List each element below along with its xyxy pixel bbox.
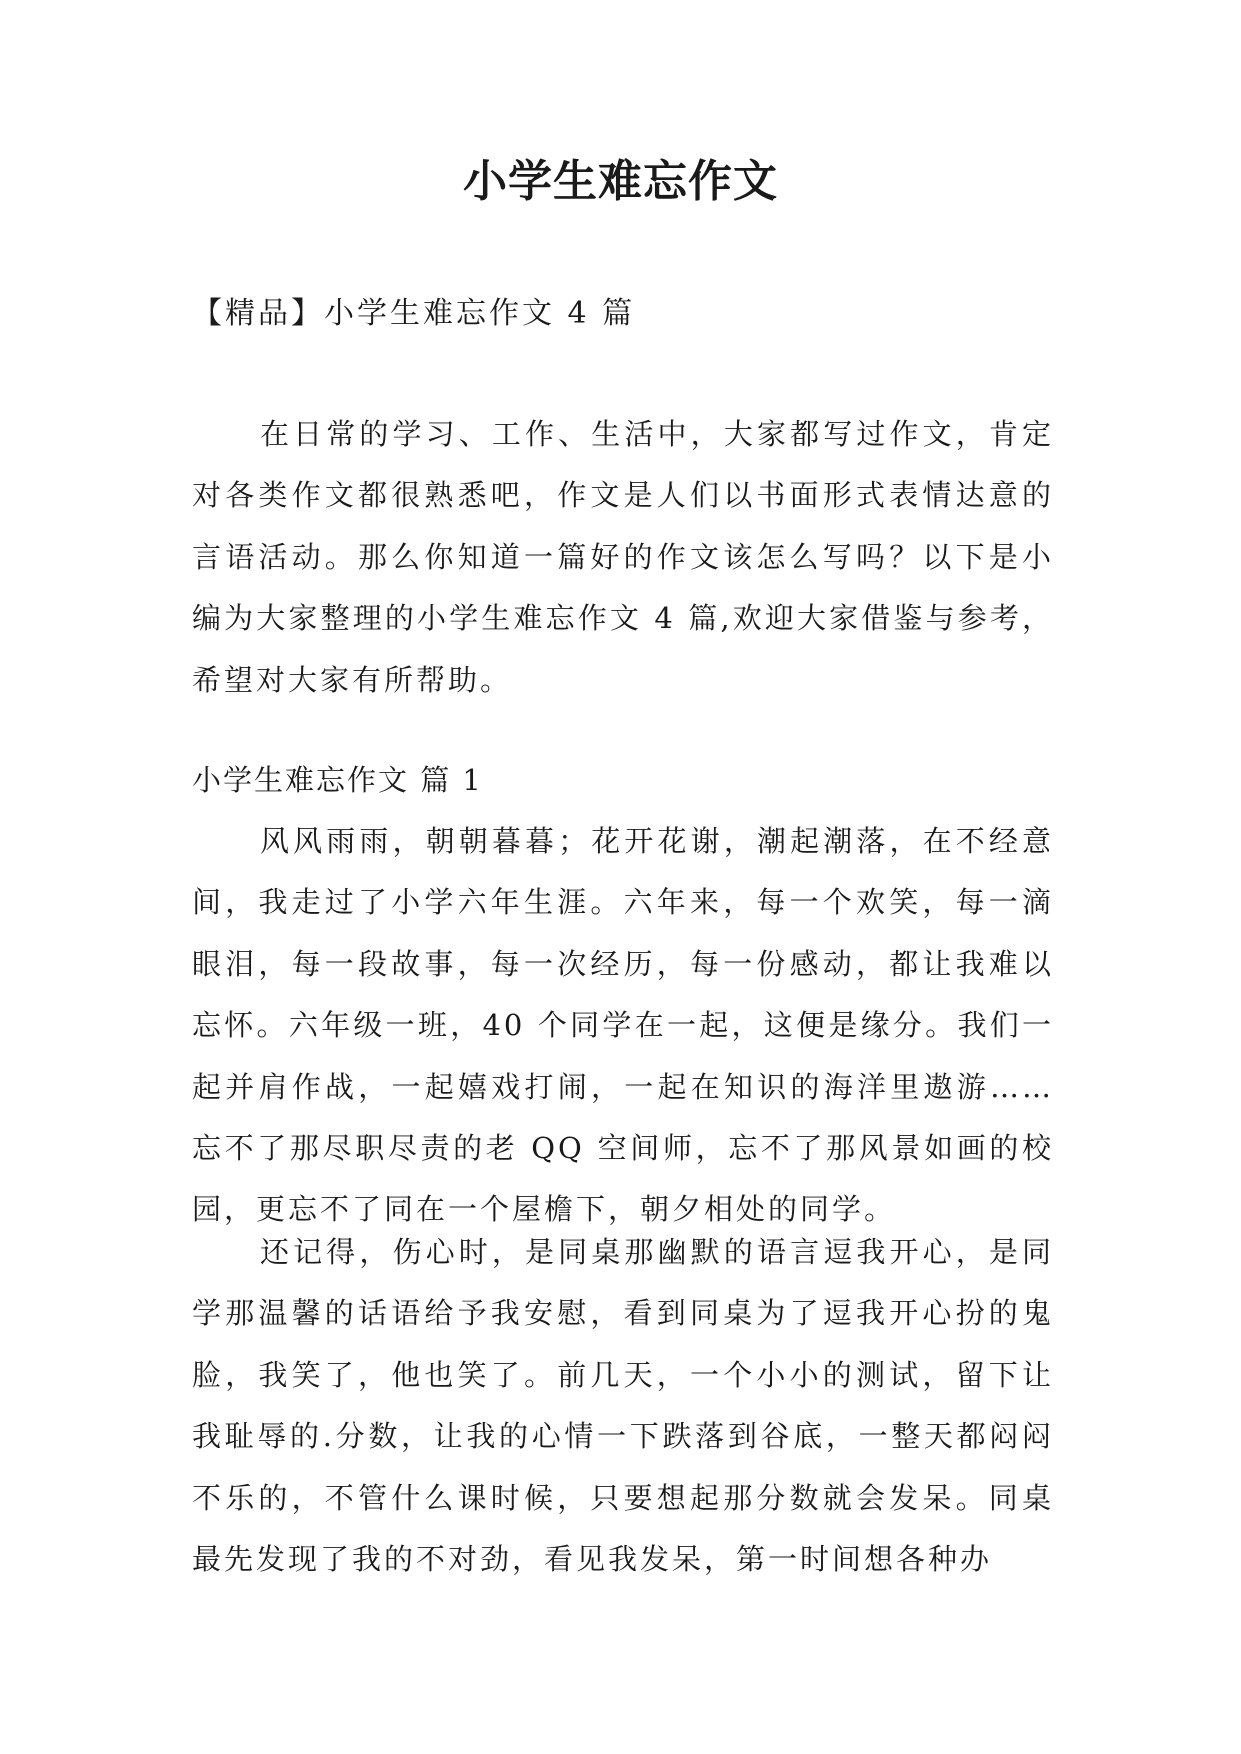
section-heading: 小学生难忘作文 篇 1 <box>192 763 483 797</box>
body-paragraph: 风风雨雨，朝朝暮暮；花开花谢，潮起潮落，在不经意间，我走过了小学六年生涯。六年来，每一个欢笑，每一滴眼泪，每一段故事，每一次经历，每一份感动，都让我难以忘怀。六年级一班，40 个同学在一起，这便是缘分。我们一起并肩作战，一起嬉戏打闹，一起在知识的海洋里遨游……忘不了那尽职尽责的老 QQ 空间师，忘不了那风景如画的校园，更忘不了同在一个屋檐下，朝夕相处的同学。 <box>192 824 1054 1227</box>
intro-paragraph: 在日常的学习、工作、生活中，大家都写过作文，肯定对各类作文都很熟悉吧，作文是人们以书面形式表情达意的言语活动。那么你知道一篇好的作文该怎么写吗？以下是小编为大家整理的小学生难忘作文 4 篇,欢迎大家借鉴与参考，希望对大家有所帮助。 <box>192 417 1054 697</box>
document-title: 小学生难忘作文 <box>463 156 778 207</box>
body-paragraph: 还记得，伤心时，是同桌那幽默的语言逗我开心，是同学那温馨的话语给予我安慰，看到同桌为了逗我开心扮的鬼脸，我笑了，他也笑了。前几天，一个小小的测试，留下让我耻辱的.分数，让我的心情一下跌落到谷底，一整天都闷闷不乐的，不管什么课时候，只要想起那分数就会发呆。同桌最先发现了我的不对劲，看见我发呆，第一时间想各种办 <box>192 1235 1054 1577</box>
document-subtitle: 【精品】小学生难忘作文 4 篇 <box>192 296 636 331</box>
